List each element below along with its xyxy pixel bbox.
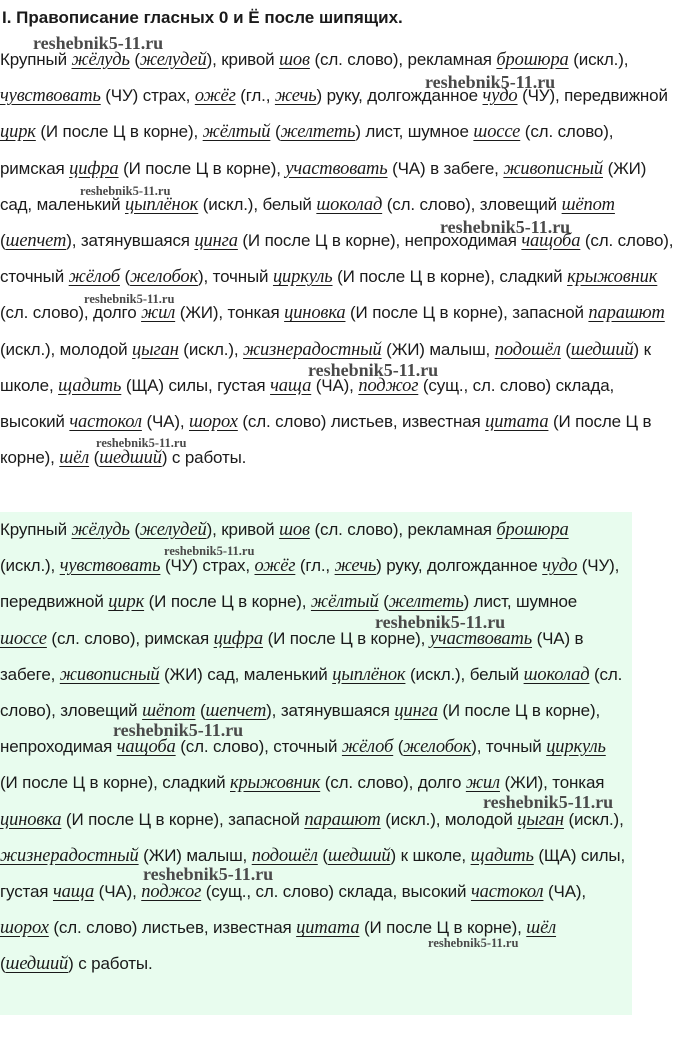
spelling-word: циновка bbox=[284, 303, 346, 324]
spelling-word: шоссе bbox=[473, 122, 521, 143]
text-segment: (И после Ц в корне), сладкий bbox=[332, 267, 568, 287]
spelling-word: циновка bbox=[0, 809, 62, 830]
answer-text bbox=[0, 512, 632, 983]
spelling-word: шов bbox=[279, 520, 310, 540]
spelling-word: чудо bbox=[542, 556, 578, 577]
spelling-word: желудей bbox=[139, 520, 207, 540]
spelling-word: шепчет bbox=[5, 231, 67, 252]
text-segment: ( bbox=[317, 845, 328, 865]
spelling-word: цифра bbox=[69, 158, 119, 179]
watermark: reshebnik5-11.ru bbox=[308, 360, 439, 380]
spelling-word: цирк bbox=[0, 122, 36, 143]
spelling-word: шоколад bbox=[316, 194, 383, 215]
watermark: reshebnik5-11.ru bbox=[375, 612, 506, 632]
text-segment: (ЧУ) страх, bbox=[100, 86, 195, 106]
text-segment: (искл.), белый bbox=[405, 664, 524, 684]
spelling-word: цыган bbox=[132, 339, 179, 360]
spelling-word: крыжовник bbox=[230, 773, 321, 794]
spelling-word: брошюра bbox=[496, 50, 569, 70]
spelling-word: желобок bbox=[403, 737, 472, 758]
watermark: reshebnik5-11.ru bbox=[113, 720, 244, 740]
spelling-word: парашют bbox=[304, 809, 381, 830]
spelling-word: цыплёнок bbox=[125, 194, 199, 215]
spelling-word: желудей bbox=[139, 50, 207, 70]
spelling-word: жёлоб bbox=[68, 267, 120, 288]
spelling-word: подошёл bbox=[494, 339, 561, 360]
spelling-word: шепчет bbox=[205, 701, 267, 722]
text-segment: (ЖИ) малыш, bbox=[138, 845, 252, 865]
text-segment: ) с работы. bbox=[161, 448, 247, 468]
spelling-word: частокол bbox=[470, 882, 544, 903]
text-segment: ), кривой bbox=[206, 520, 280, 539]
spelling-word: шорох bbox=[0, 918, 49, 939]
spelling-word: шедший bbox=[570, 339, 634, 360]
watermark: reshebnik5-11.ru bbox=[164, 544, 255, 558]
spelling-word: цинга bbox=[394, 701, 438, 722]
spelling-word: поджог bbox=[141, 882, 202, 903]
text-segment: (сл. слово), зловещий bbox=[382, 194, 562, 214]
text-segment: ), точный bbox=[471, 737, 547, 757]
watermark: reshebnik5-11.ru bbox=[440, 217, 571, 237]
text-segment: (сл. слово), долго bbox=[0, 303, 142, 323]
spelling-word: шедший bbox=[327, 845, 391, 866]
text-segment: (гл., bbox=[295, 556, 335, 576]
text-segment: ) к школе, bbox=[390, 845, 471, 865]
text-segment: (сл. слово), рекламная bbox=[309, 520, 497, 539]
watermark: reshebnik5-11.ru bbox=[96, 436, 187, 450]
text-segment: ) руку, долгожданное bbox=[376, 556, 543, 576]
spelling-word: поджог bbox=[358, 375, 419, 396]
text-segment: (искл.), bbox=[178, 339, 243, 359]
text-segment: ( bbox=[560, 339, 571, 359]
text-segment: (ЧА) в забеге, bbox=[0, 628, 584, 684]
text-segment: ) лист, шумное bbox=[355, 122, 474, 142]
spelling-word: щадить bbox=[58, 375, 122, 396]
exercise-title: I. Правописание гласных 0 и Ё после шипящих. bbox=[2, 8, 403, 27]
text-segment: ( bbox=[129, 50, 140, 69]
spelling-word: жизнерадостный bbox=[0, 845, 139, 866]
text-segment: (ЖИ) сад, маленький bbox=[159, 664, 333, 684]
text-segment: (И после Ц в корне), непроходимая bbox=[237, 231, 522, 251]
spelling-word: частокол bbox=[69, 412, 142, 433]
text-segment: (ЧУ) страх, bbox=[160, 556, 255, 576]
spelling-word: живописный bbox=[59, 664, 160, 685]
text-segment: (ЩА) силы, густая bbox=[0, 845, 626, 902]
text-segment: (И после Ц в корне), bbox=[359, 918, 527, 938]
text-segment: (ЖИ) сад, маленький bbox=[0, 158, 647, 214]
spelling-word: щадить bbox=[470, 845, 534, 866]
spelling-word: чаща bbox=[52, 882, 95, 903]
text-segment: ( bbox=[393, 737, 404, 757]
text-segment: ) лист, шумное bbox=[463, 592, 578, 612]
spelling-word: жил bbox=[465, 773, 500, 794]
text-segment: ), затянувшаяся bbox=[266, 701, 395, 721]
text-segment: (ЧА), bbox=[141, 412, 189, 432]
text-segment: ( bbox=[270, 122, 281, 142]
spelling-word: жёлтый bbox=[202, 122, 271, 143]
spelling-word: подошёл bbox=[251, 845, 318, 866]
spelling-word: цыган bbox=[517, 809, 564, 830]
watermark: reshebnik5-11.ru bbox=[84, 292, 175, 306]
text-segment: (И после Ц в корне), запасной bbox=[345, 303, 589, 323]
spelling-word: крыжовник bbox=[567, 267, 658, 288]
spelling-word: жечь bbox=[334, 556, 377, 577]
text-segment: (сущ., сл. слово) склада, высокий bbox=[201, 882, 471, 902]
spelling-word: цифра bbox=[213, 628, 263, 649]
spelling-word: чувствовать bbox=[0, 86, 101, 107]
watermark: reshebnik5-11.ru bbox=[428, 936, 519, 950]
spelling-word: жёлудь bbox=[71, 50, 130, 70]
text-segment: (ЖИ), тонкая bbox=[175, 303, 285, 323]
spelling-word: ожёг bbox=[254, 556, 296, 577]
text-segment: (И после Ц в корне), запасной bbox=[61, 809, 305, 829]
text-segment: (сл. слово), рекламная bbox=[309, 50, 497, 69]
text-segment: ) к школе, bbox=[0, 339, 651, 395]
spelling-word: чудо bbox=[482, 86, 518, 107]
text-segment: Крупный bbox=[0, 520, 72, 539]
watermark: reshebnik5-11.ru bbox=[425, 72, 556, 92]
text-segment: (сл. слово) листьев, известная bbox=[48, 918, 297, 938]
text-segment: (ЩА) силы, густая bbox=[121, 375, 271, 395]
spelling-word: цыплёнок bbox=[332, 664, 406, 685]
spelling-word: шедший bbox=[5, 954, 69, 975]
text-segment: (искл.), молодой bbox=[0, 339, 133, 359]
text-segment: (И после Ц в корне), сладкий bbox=[0, 773, 230, 793]
spelling-word: шёпот bbox=[561, 194, 615, 215]
spelling-word: живописный bbox=[503, 158, 603, 179]
spelling-word: жёлтый bbox=[310, 592, 379, 613]
watermark: reshebnik5-11.ru bbox=[143, 864, 274, 884]
text-segment: ( bbox=[0, 954, 6, 974]
text-segment: (гл., bbox=[235, 86, 275, 106]
spelling-word: шоколад bbox=[523, 664, 590, 685]
spelling-word: цитата bbox=[296, 918, 360, 939]
text-segment: (ЧУ), передвижной bbox=[0, 556, 620, 612]
spelling-word: шоссе bbox=[0, 628, 47, 649]
spelling-word: брошюра bbox=[496, 520, 569, 540]
text-segment: (ЖИ), тонкая bbox=[499, 773, 605, 793]
text-segment: ), точный bbox=[197, 267, 273, 287]
text-segment: ( bbox=[378, 592, 389, 612]
text-segment: (сл. слово), римская bbox=[46, 628, 214, 648]
text-segment: (И после Ц в корне), bbox=[263, 628, 430, 648]
spelling-word: чащоба bbox=[116, 737, 176, 758]
text-segment: (И после Ц в корне), непроходимая bbox=[0, 701, 601, 757]
text-segment: (сл. слово), римская bbox=[0, 122, 614, 178]
text-segment: (искл.), белый bbox=[198, 194, 317, 214]
watermark: reshebnik5-11.ru bbox=[33, 33, 164, 53]
text-segment: ( bbox=[0, 231, 6, 251]
spelling-word: чащоба bbox=[521, 231, 581, 252]
text-segment: (искл.), bbox=[0, 556, 60, 576]
text-segment: ) с работы. bbox=[68, 954, 153, 974]
spelling-word: циркуль bbox=[546, 737, 606, 758]
text-segment: (сл. слово), долго bbox=[320, 773, 466, 793]
spelling-word: жечь bbox=[274, 86, 317, 107]
text-segment: ), кривой bbox=[206, 50, 280, 69]
spelling-word: желтеть bbox=[280, 122, 356, 143]
spelling-word: парашют bbox=[588, 303, 665, 324]
spelling-word: чувствовать bbox=[59, 556, 161, 577]
watermark: reshebnik5-11.ru bbox=[483, 792, 614, 812]
exercise-text bbox=[0, 42, 680, 476]
watermark: reshebnik5-11.ru bbox=[80, 184, 171, 198]
spelling-word: участвовать bbox=[429, 628, 533, 649]
text-segment: (сущ., сл. слово) склада, высокий bbox=[0, 375, 615, 432]
text-segment: (ЖИ) малыш, bbox=[381, 339, 495, 359]
spelling-word: ожёг bbox=[194, 86, 236, 107]
text-segment: (искл.), bbox=[563, 809, 624, 829]
text-segment: (искл.), молодой bbox=[380, 809, 518, 829]
spelling-word: желобок bbox=[130, 267, 198, 288]
text-segment: (сл. слово), зловещий bbox=[0, 664, 623, 721]
spelling-word: шедший bbox=[99, 448, 162, 469]
text-segment: ( bbox=[195, 701, 206, 721]
text-segment: ( bbox=[129, 520, 140, 539]
spelling-word: цинга bbox=[194, 231, 238, 252]
text-segment: ), затянувшаяся bbox=[66, 231, 195, 251]
spelling-word: участвовать bbox=[285, 158, 388, 179]
spelling-word: цитата bbox=[485, 412, 549, 433]
spelling-word: желтеть bbox=[388, 592, 464, 613]
text-segment: (ЧА), bbox=[311, 375, 359, 395]
text-segment: (И после Ц в корне), bbox=[0, 412, 652, 468]
text-segment: (ЧА), bbox=[543, 882, 587, 902]
text-segment: (искл.), bbox=[568, 50, 629, 69]
spelling-word: жёлоб bbox=[341, 737, 394, 758]
text-segment: (ЧА), bbox=[94, 882, 142, 902]
text-segment: (сл. слово), сточный bbox=[0, 231, 674, 287]
text-segment: Крупный bbox=[0, 50, 72, 69]
text-segment: (ЧУ), передвижной bbox=[517, 86, 668, 106]
text-segment: ( bbox=[89, 448, 100, 468]
spelling-word: жизнерадостный bbox=[243, 339, 382, 360]
spelling-word: цирк bbox=[108, 592, 145, 613]
text-segment: (сл. слово) листьев, известная bbox=[237, 412, 486, 432]
text-segment: (И после Ц в корне), bbox=[118, 158, 286, 178]
text-segment: (И после Ц в корне), bbox=[35, 122, 203, 142]
spelling-word: шёпот bbox=[142, 701, 196, 722]
spelling-word: шов bbox=[279, 50, 310, 70]
spelling-word: жил bbox=[141, 303, 176, 324]
spelling-word: шорох bbox=[189, 412, 238, 433]
spelling-word: шёл bbox=[526, 918, 557, 939]
text-segment: (сл. слово), сточный bbox=[175, 737, 342, 757]
spelling-word: циркуль bbox=[272, 267, 333, 288]
text-segment: ) руку, долгожданное bbox=[316, 86, 483, 106]
spelling-word: шёл bbox=[59, 448, 90, 469]
text-segment: (И после Ц в корне), bbox=[144, 592, 311, 612]
spelling-word: чаща bbox=[270, 375, 312, 396]
text-segment: ( bbox=[119, 267, 131, 287]
text-segment: (ЧА) в забеге, bbox=[387, 158, 504, 178]
spelling-word: жёлудь bbox=[71, 520, 130, 540]
